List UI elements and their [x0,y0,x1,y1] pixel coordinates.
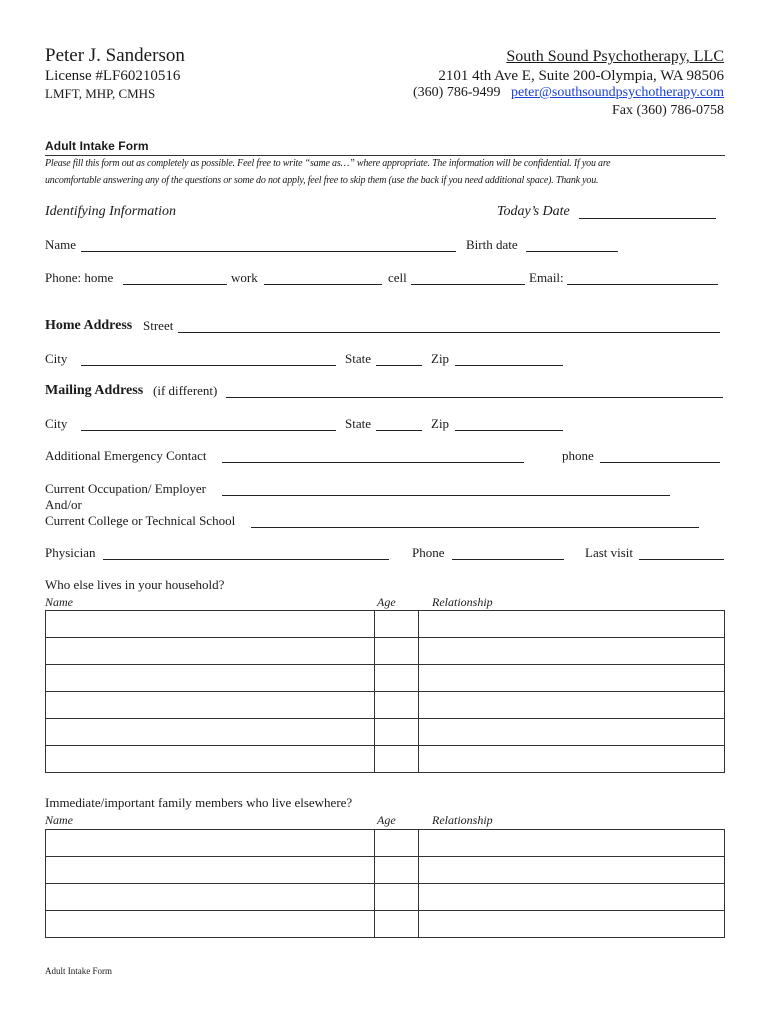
home-zip-field[interactable] [455,365,563,366]
household-age-cell[interactable] [374,692,419,719]
home-city-field[interactable] [81,365,336,366]
household-relationship-cell[interactable] [419,611,725,638]
household-col-age: Age [377,595,396,609]
family-question: Immediate/important family members who live elsewhere? [45,795,353,810]
todays-date-label: Today’s Date [497,204,570,219]
phone-cell-label: cell [388,270,407,285]
if-different-label: (if different) [153,383,218,398]
family-age-cell[interactable] [374,857,419,884]
phone-home-field[interactable] [123,284,227,285]
college-label: Current College or Technical School [45,513,236,528]
practice-address: 2101 4th Ave E, Suite 200-Olympia, WA 98506 [438,68,724,84]
mailing-zip-label: Zip [431,416,450,431]
physician-label: Physician [45,545,96,560]
credentials: LMFT, MHP, CMHS [45,86,156,101]
household-row [46,638,725,665]
family-name-cell[interactable] [46,884,375,911]
family-col-name: Name [45,813,73,827]
instructions-line-2: uncomfortable answering any of the questions or some do not apply, feel free to skip them (use the back if you need additional space). Thank you. [45,175,599,186]
email-label: Email: [529,270,564,285]
family-age-cell[interactable] [374,830,419,857]
household-relationship-cell[interactable] [419,692,725,719]
household-age-cell[interactable] [374,611,419,638]
household-relationship-cell[interactable] [419,719,725,746]
household-relationship-cell[interactable] [419,746,725,773]
household-name-cell[interactable] [46,692,375,719]
footer-label: Adult Intake Form [45,966,112,976]
family-relationship-cell[interactable] [419,911,725,938]
family-relationship-cell[interactable] [419,857,725,884]
household-age-cell[interactable] [374,746,419,773]
family-name-cell[interactable] [46,830,375,857]
emergency-phone-field[interactable] [600,462,720,463]
mailing-state-label: State [345,416,371,431]
household-col-name: Name [45,595,73,609]
mailing-address-label: Mailing Address [45,383,144,398]
physician-phone-field[interactable] [452,559,564,560]
family-row [46,857,725,884]
household-age-cell[interactable] [374,665,419,692]
title-rule [45,155,725,156]
home-state-field[interactable] [376,365,422,366]
mailing-street-field[interactable] [226,397,723,398]
emergency-contact-field[interactable] [222,462,524,463]
household-row [46,692,725,719]
todays-date-field[interactable] [579,218,716,219]
email-field[interactable] [567,284,718,285]
family-row [46,884,725,911]
practice-name: South Sound Psychotherapy, LLC [506,48,724,65]
family-row [46,830,725,857]
contact-line [413,85,724,101]
college-field[interactable] [251,527,699,528]
family-col-age: Age [377,813,396,827]
household-name-cell[interactable] [46,746,375,773]
household-row [46,611,725,638]
household-row [46,665,725,692]
home-state-label: State [345,351,371,366]
family-relationship-cell[interactable] [419,884,725,911]
home-city-label: City [45,351,68,366]
birth-date-field[interactable] [526,251,618,252]
family-row [46,911,725,938]
household-age-cell[interactable] [374,638,419,665]
household-relationship-cell[interactable] [419,665,725,692]
identifying-heading: Identifying Information [45,204,177,219]
name-label: Name [45,237,77,252]
family-table [45,829,725,938]
occupation-label: Current Occupation/ Employer [45,481,207,496]
license-number: License #LF60210516 [45,68,181,84]
birth-date-label: Birth date [466,237,518,252]
household-name-cell[interactable] [46,719,375,746]
home-street-field[interactable] [178,332,720,333]
email-link[interactable]: peter@southsoundpsychotherapy.com [511,85,724,100]
fax-number: Fax (360) 786-0758 [612,103,724,118]
home-address-label: Home Address [45,318,133,333]
mailing-state-field[interactable] [376,430,422,431]
household-relationship-cell[interactable] [419,638,725,665]
physician-phone-label: Phone [412,545,445,560]
mailing-city-field[interactable] [81,430,336,431]
and-or-label: And/or [45,497,82,512]
therapist-name: Peter J. Sanderson [45,45,185,66]
practice-phone: (360) 786-9499 [413,85,501,100]
household-question: Who else lives in your household? [45,577,225,592]
family-relationship-cell[interactable] [419,830,725,857]
emergency-phone-label: phone [562,448,594,463]
family-col-relationship: Relationship [432,813,493,827]
emergency-contact-label: Additional Emergency Contact [45,448,207,463]
household-table [45,610,725,773]
last-visit-label: Last visit [585,545,634,560]
household-age-cell[interactable] [374,719,419,746]
form-title: Adult Intake Form [45,139,149,153]
phone-work-label: work [231,270,258,285]
physician-field[interactable] [103,559,389,560]
household-row [46,719,725,746]
mailing-zip-field[interactable] [455,430,563,431]
family-name-cell[interactable] [46,911,375,938]
phone-home-label: Phone: home [45,270,114,285]
last-visit-field[interactable] [639,559,724,560]
household-col-relationship: Relationship [432,595,493,609]
occupation-field[interactable] [222,495,670,496]
household-row [46,746,725,773]
phone-cell-field[interactable] [411,284,525,285]
mailing-city-label: City [45,416,68,431]
home-zip-label: Zip [431,351,450,366]
household-name-cell[interactable] [46,665,375,692]
family-age-cell[interactable] [374,884,419,911]
instructions-line-1: Please fill this form out as completely as possible. Feel free to write “same as…” where appropriate. The information will be confidential. If you are [45,158,611,169]
family-name-cell[interactable] [46,857,375,884]
name-field[interactable] [81,251,456,252]
phone-work-field[interactable] [264,284,382,285]
street-label: Street [143,318,174,333]
household-name-cell[interactable] [46,611,375,638]
family-age-cell[interactable] [374,911,419,938]
household-name-cell[interactable] [46,638,375,665]
